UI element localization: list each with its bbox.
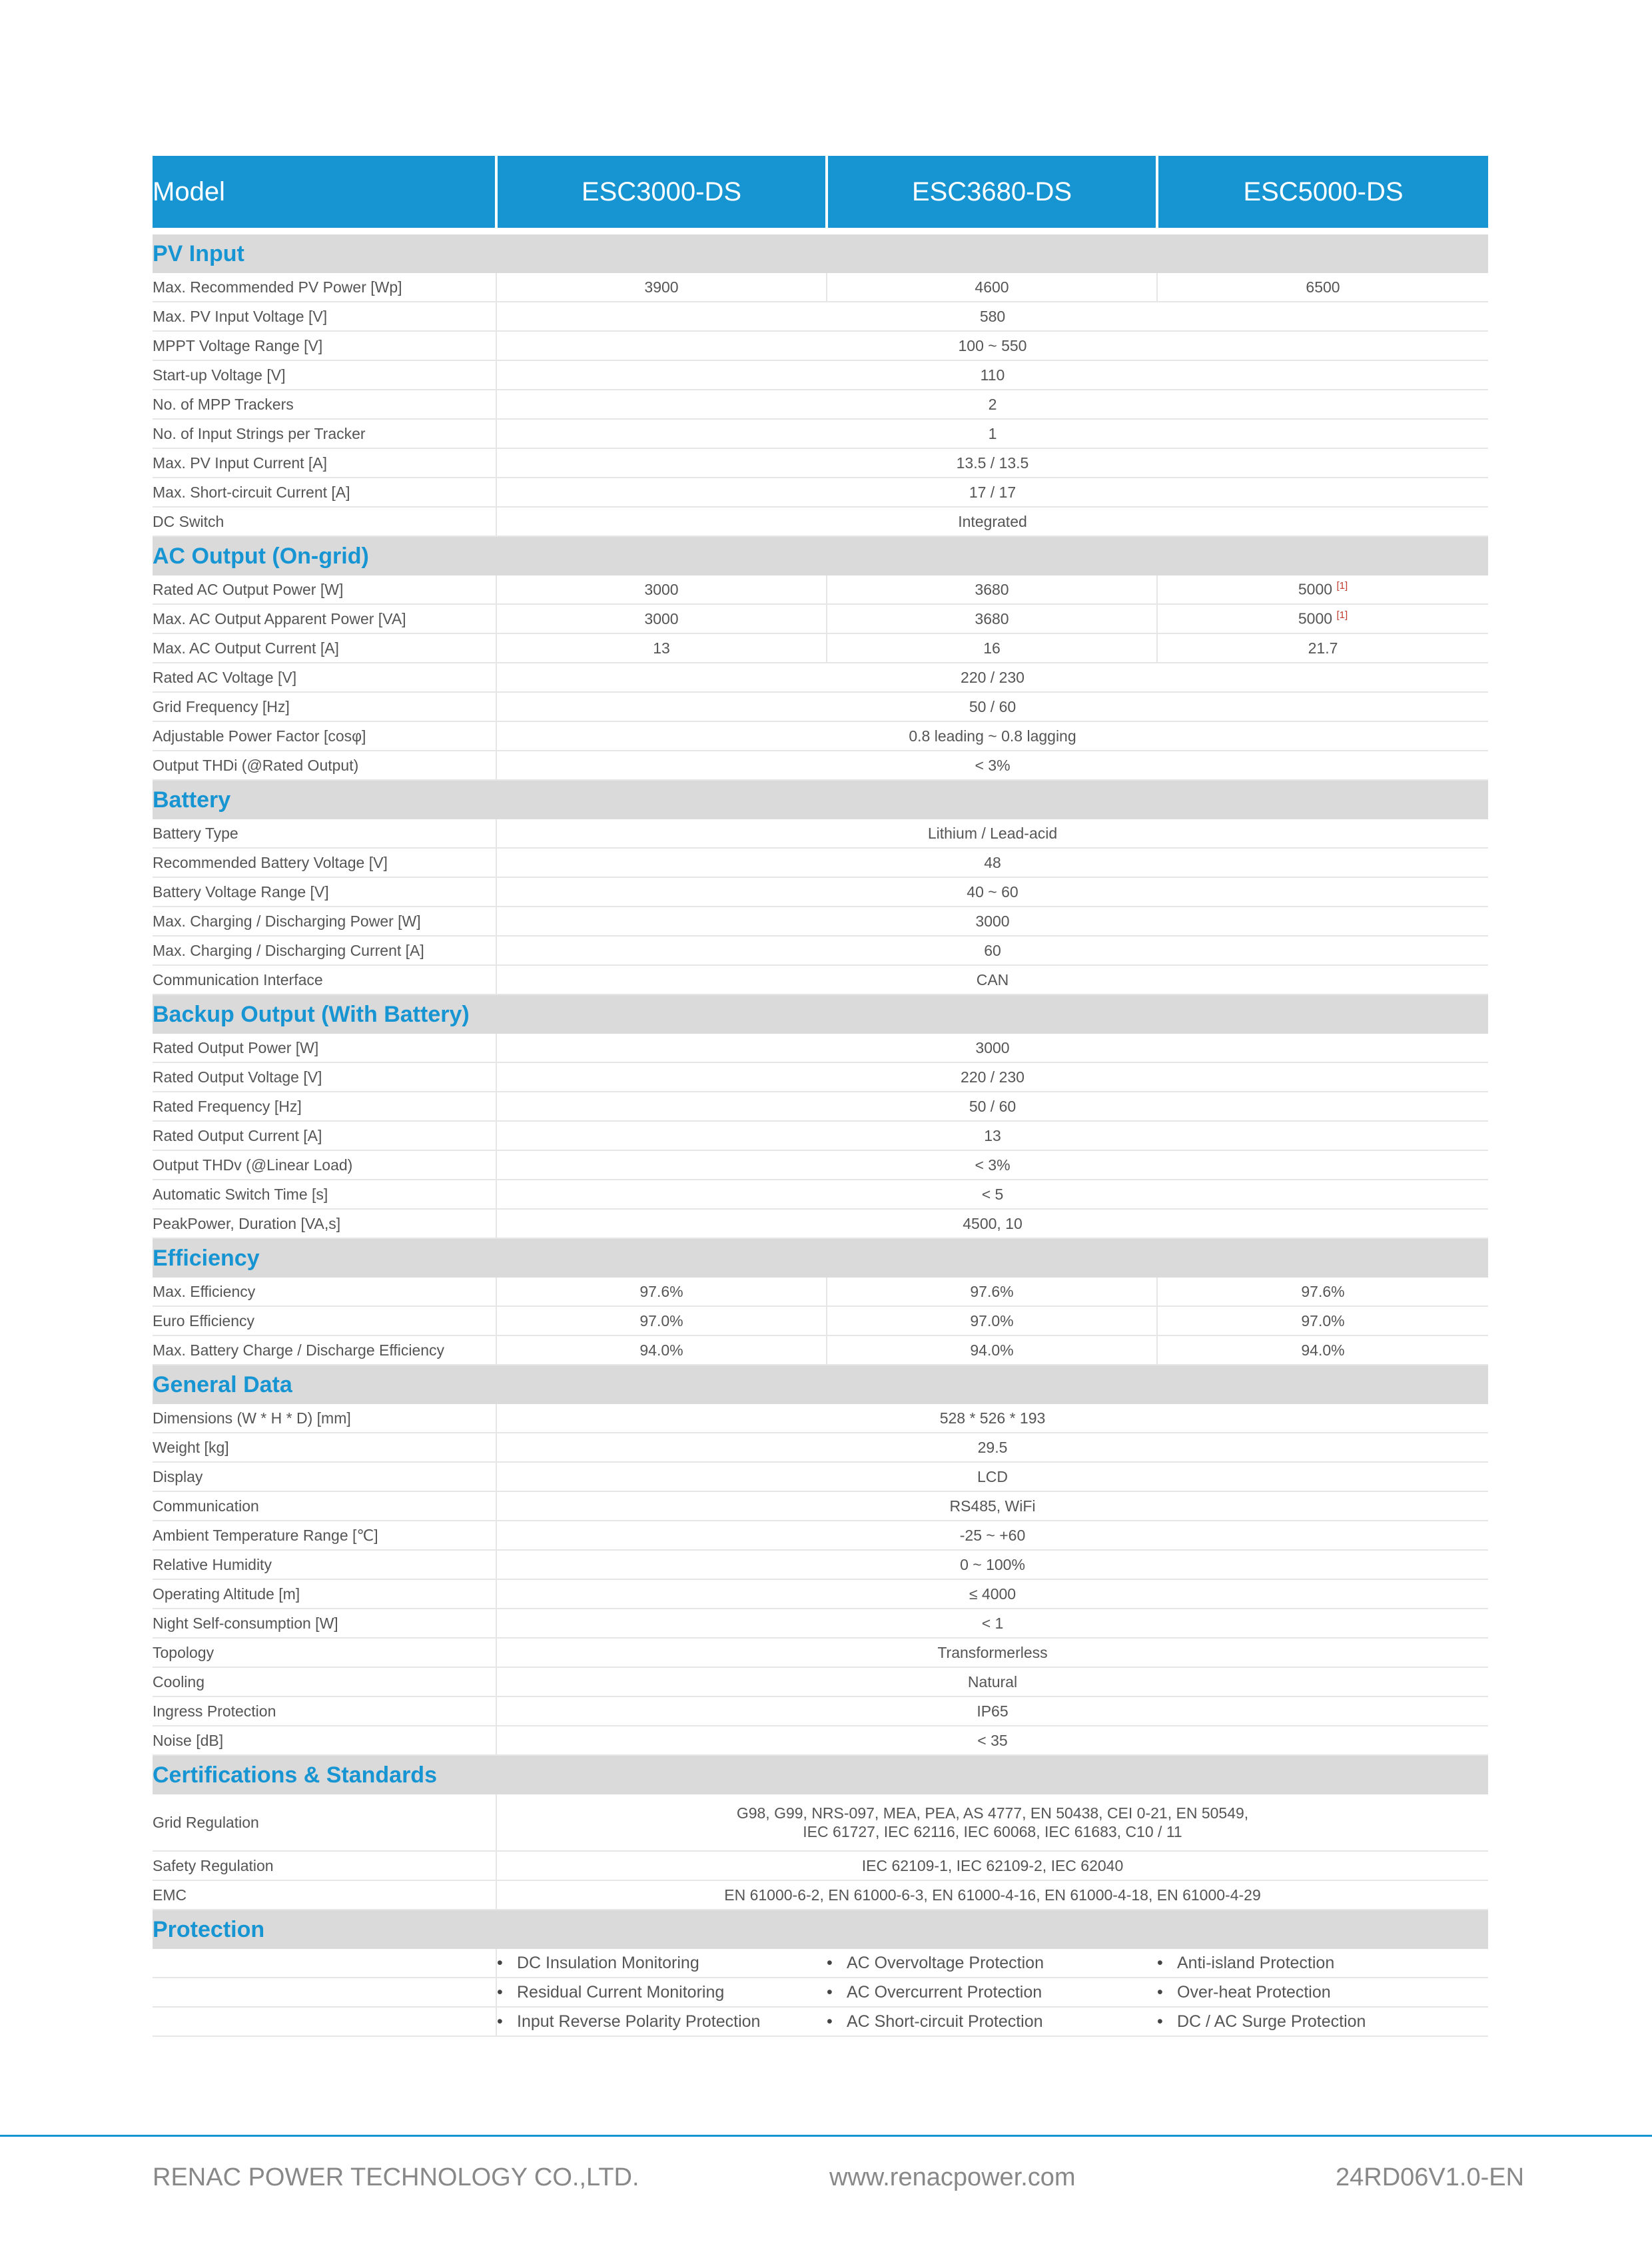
spec-value: RS485, WiFi [496, 1491, 1488, 1521]
spec-row [153, 575, 1488, 604]
spec-label: Grid Frequency [Hz] [153, 692, 496, 721]
spec-value: 13.5 / 13.5 [496, 448, 1488, 478]
spec-row [153, 819, 1488, 848]
spec-value: < 3% [496, 1150, 1488, 1180]
spec-row [153, 1180, 1488, 1209]
spec-label: Max. PV Input Voltage [V] [153, 302, 496, 331]
section-title: Protection [153, 1910, 1488, 1949]
bullet-icon: • [1157, 1953, 1163, 1972]
spec-label: Safety Regulation [153, 1851, 496, 1880]
spec-row [153, 1794, 1488, 1851]
spec-label: Max. Short-circuit Current [A] [153, 478, 496, 507]
spec-value-text: 6500 [1306, 278, 1340, 296]
spec-label: Max. PV Input Current [A] [153, 448, 496, 478]
spec-value: 13 [496, 1121, 1488, 1150]
spec-value: Transformerless [496, 1638, 1488, 1667]
spec-row [153, 273, 1488, 302]
protection-item [496, 1978, 827, 2007]
protection-item-label: Anti-island Protection [1177, 1953, 1335, 1972]
protection-row [153, 1949, 1488, 1978]
spec-value: < 35 [496, 1726, 1488, 1755]
section-header-general-data [153, 1365, 1488, 1404]
spec-row [153, 1433, 1488, 1462]
spec-label: Rated Frequency [Hz] [153, 1092, 496, 1121]
spec-label: Output THDi (@Rated Output) [153, 751, 496, 780]
section-header-pv-input [153, 234, 1488, 273]
spec-value: 580 [496, 302, 1488, 331]
spec-value: 528 * 526 * 193 [496, 1404, 1488, 1433]
spec-value: 220 / 230 [496, 663, 1488, 692]
spec-value [827, 604, 1157, 633]
spec-row [153, 877, 1488, 907]
spec-label: MPPT Voltage Range [V] [153, 331, 496, 360]
spec-value: IEC 62109-1, IEC 62109-2, IEC 62040 [496, 1851, 1488, 1880]
protection-item [1157, 1949, 1488, 1978]
bullet-icon: • [497, 1953, 503, 1972]
spec-table [153, 156, 1488, 2037]
spec-value-text: 5000 [1298, 609, 1333, 627]
spec-value [827, 1278, 1157, 1306]
spec-value: 50 / 60 [496, 1092, 1488, 1121]
spec-label: Rated Output Power [W] [153, 1034, 496, 1062]
spec-row [153, 478, 1488, 507]
spec-value: 2 [496, 390, 1488, 419]
spec-value: 29.5 [496, 1433, 1488, 1462]
footer-website: www.renacpower.com [829, 2163, 1076, 2191]
spec-row [153, 1209, 1488, 1238]
spec-label: Euro Efficiency [153, 1306, 496, 1335]
spec-value [496, 1335, 827, 1365]
spec-label: Cooling [153, 1667, 496, 1696]
spec-row [153, 1404, 1488, 1433]
section-title: General Data [153, 1365, 1488, 1404]
spec-row [153, 965, 1488, 994]
spec-label: Max. AC Output Apparent Power [VA] [153, 604, 496, 633]
spec-value: Natural [496, 1667, 1488, 1696]
section-title: PV Input [153, 234, 1488, 273]
model-name: ESC3680-DS [827, 156, 1157, 228]
bullet-icon: • [827, 1982, 833, 2002]
spec-label: Operating Altitude [m] [153, 1579, 496, 1609]
bullet-icon: • [1157, 2012, 1163, 2031]
spec-row [153, 302, 1488, 331]
spec-value [827, 633, 1157, 663]
spec-value-line: IEC 61727, IEC 62116, IEC 60068, IEC 61683, C10 / 11 [803, 1823, 1182, 1840]
spec-label: Ingress Protection [153, 1696, 496, 1726]
model-header-row [153, 156, 1488, 228]
spec-row [153, 1521, 1488, 1550]
spec-value [496, 604, 827, 633]
section-header-certifications [153, 1755, 1488, 1794]
spec-value: 50 / 60 [496, 692, 1488, 721]
spec-value-text: 5000 [1298, 580, 1333, 598]
spec-row [153, 1550, 1488, 1579]
spec-value: 17 / 17 [496, 478, 1488, 507]
protection-item-label: Input Reverse Polarity Protection [517, 2012, 761, 2031]
spec-value-text: 4600 [975, 278, 1009, 296]
spec-value-text: 94.0% [639, 1341, 683, 1359]
spec-label: Max. Charging / Discharging Current [A] [153, 936, 496, 965]
spec-value [827, 273, 1157, 302]
spec-value [1157, 1335, 1488, 1365]
spec-value-text: 97.6% [639, 1282, 683, 1300]
spec-label: Noise [dB] [153, 1726, 496, 1755]
spec-value: < 5 [496, 1180, 1488, 1209]
spec-value-text: 97.6% [1301, 1282, 1345, 1300]
spec-value [1157, 604, 1488, 633]
spec-value-text: 97.0% [1301, 1311, 1345, 1329]
spec-value: Integrated [496, 507, 1488, 536]
spec-row [153, 1062, 1488, 1092]
spec-value: ≤ 4000 [496, 1579, 1488, 1609]
protection-item [827, 1949, 1157, 1978]
spec-label: Battery Voltage Range [V] [153, 877, 496, 907]
spec-value: 0 ~ 100% [496, 1550, 1488, 1579]
footer-company: RENAC POWER TECHNOLOGY CO.,LTD. [153, 2163, 639, 2191]
spec-label: Battery Type [153, 819, 496, 848]
spec-label: Dimensions (W * H * D) [mm] [153, 1404, 496, 1433]
spec-row [153, 1278, 1488, 1306]
spec-row [153, 1851, 1488, 1880]
spec-value [827, 575, 1157, 604]
protection-item-label: DC Insulation Monitoring [517, 1953, 699, 1972]
spec-label: Automatic Switch Time [s] [153, 1180, 496, 1209]
bullet-icon: • [827, 1953, 833, 1972]
spec-value: 110 [496, 360, 1488, 390]
spec-value-text: 97.0% [970, 1311, 1014, 1329]
spec-label: Rated Output Current [A] [153, 1121, 496, 1150]
spec-label: Weight [kg] [153, 1433, 496, 1462]
spec-value [1157, 273, 1488, 302]
protection-item [496, 1949, 827, 1978]
spec-value: 3000 [496, 907, 1488, 936]
spec-value: -25 ~ +60 [496, 1521, 1488, 1550]
spec-row [153, 907, 1488, 936]
section-header-backup-output [153, 994, 1488, 1034]
spec-value: 4500, 10 [496, 1209, 1488, 1238]
spec-value [496, 1278, 827, 1306]
spec-value: 3000 [496, 1034, 1488, 1062]
protection-item [1157, 2007, 1488, 2036]
spec-value: EN 61000-6-2, EN 61000-6-3, EN 61000-4-16, EN 61000-4-18, EN 61000-4-29 [496, 1880, 1488, 1910]
spec-row [153, 604, 1488, 633]
spec-row [153, 1696, 1488, 1726]
spec-row [153, 1638, 1488, 1667]
bullet-icon: • [497, 1982, 503, 2002]
model-label: Model [153, 156, 496, 228]
spec-value: 220 / 230 [496, 1062, 1488, 1092]
spec-label: Max. Battery Charge / Discharge Efficiency [153, 1335, 496, 1365]
section-title: Battery [153, 780, 1488, 819]
section-header-protection [153, 1910, 1488, 1949]
spec-row [153, 1150, 1488, 1180]
model-name: ESC3000-DS [496, 156, 827, 228]
protection-item-label: AC Short-circuit Protection [847, 2012, 1043, 2031]
spec-label: Rated AC Output Power [W] [153, 575, 496, 604]
spec-row [153, 1491, 1488, 1521]
spec-row [153, 1335, 1488, 1365]
spec-value [1157, 1306, 1488, 1335]
spec-row [153, 419, 1488, 448]
protection-label-cell [153, 2007, 496, 2036]
spec-value: 48 [496, 848, 1488, 877]
spec-value [827, 1335, 1157, 1365]
spec-row [153, 390, 1488, 419]
spec-row [153, 1092, 1488, 1121]
protection-row [153, 1978, 1488, 2007]
spec-value-text: 3680 [975, 580, 1009, 598]
spec-value [496, 575, 827, 604]
spec-value-text: 13 [653, 639, 670, 657]
protection-label-cell [153, 1978, 496, 2007]
spec-label: No. of MPP Trackers [153, 390, 496, 419]
spec-value [496, 1794, 1488, 1851]
protection-item [827, 1978, 1157, 2007]
footer-divider [0, 2135, 1652, 2137]
spec-label: Grid Regulation [153, 1794, 496, 1851]
bullet-icon: • [497, 2012, 503, 2031]
section-header-battery [153, 780, 1488, 819]
spec-row [153, 663, 1488, 692]
spec-row [153, 721, 1488, 751]
spec-row [153, 1726, 1488, 1755]
spec-row [153, 848, 1488, 877]
spec-value-text: 3000 [644, 580, 679, 598]
spec-value: < 3% [496, 751, 1488, 780]
spec-value [827, 1306, 1157, 1335]
spec-row [153, 331, 1488, 360]
protection-item [1157, 1978, 1488, 2007]
protection-row [153, 2007, 1488, 2036]
protection-item [827, 2007, 1157, 2036]
spec-value [1157, 633, 1488, 663]
spec-value-text: 21.7 [1308, 639, 1338, 657]
spec-label: Night Self-consumption [W] [153, 1609, 496, 1638]
spec-value [1157, 1278, 1488, 1306]
section-title: Efficiency [153, 1238, 1488, 1278]
bullet-icon: • [827, 2012, 833, 2031]
spec-value-text: 97.6% [970, 1282, 1014, 1300]
spec-value: 0.8 leading ~ 0.8 lagging [496, 721, 1488, 751]
protection-item-label: Over-heat Protection [1177, 1982, 1331, 2002]
spec-value: 1 [496, 419, 1488, 448]
spec-value: LCD [496, 1462, 1488, 1491]
spec-label: DC Switch [153, 507, 496, 536]
spec-value: 40 ~ 60 [496, 877, 1488, 907]
spec-value [1157, 575, 1488, 604]
section-title: AC Output (On-grid) [153, 536, 1488, 575]
spec-label: Rated AC Voltage [V] [153, 663, 496, 692]
spec-label: PeakPower, Duration [VA,s] [153, 1209, 496, 1238]
spec-label: Display [153, 1462, 496, 1491]
spec-value-text: 94.0% [970, 1341, 1014, 1359]
spec-row [153, 751, 1488, 780]
protection-item-label: AC Overvoltage Protection [847, 1953, 1044, 1972]
spec-label: Topology [153, 1638, 496, 1667]
spec-row [153, 633, 1488, 663]
spec-value-text: 3900 [644, 278, 679, 296]
spec-label: Max. Efficiency [153, 1278, 496, 1306]
spec-label: No. of Input Strings per Tracker [153, 419, 496, 448]
spec-row [153, 1579, 1488, 1609]
footnote-marker: [1] [1336, 609, 1348, 621]
protection-item-label: DC / AC Surge Protection [1177, 2012, 1366, 2031]
spec-row [153, 448, 1488, 478]
spec-label: Communication [153, 1491, 496, 1521]
spec-value: Lithium / Lead-acid [496, 819, 1488, 848]
spec-label: Relative Humidity [153, 1550, 496, 1579]
spec-row [153, 1306, 1488, 1335]
spec-label: Adjustable Power Factor [cosφ] [153, 721, 496, 751]
spec-value: 100 ~ 550 [496, 331, 1488, 360]
section-title: Backup Output (With Battery) [153, 994, 1488, 1034]
spec-row [153, 507, 1488, 536]
spec-row [153, 360, 1488, 390]
spec-value [496, 273, 827, 302]
spec-label: Max. Recommended PV Power [Wp] [153, 273, 496, 302]
spec-row [153, 1880, 1488, 1910]
bullet-icon: • [1157, 1982, 1163, 2002]
spec-label: Max. AC Output Current [A] [153, 633, 496, 663]
spec-row [153, 1609, 1488, 1638]
spec-row [153, 1121, 1488, 1150]
spec-row [153, 936, 1488, 965]
spec-value: CAN [496, 965, 1488, 994]
section-title: Certifications & Standards [153, 1755, 1488, 1794]
section-header-efficiency [153, 1238, 1488, 1278]
spec-value [496, 633, 827, 663]
spec-label: Ambient Temperature Range [℃] [153, 1521, 496, 1550]
protection-label-cell [153, 1949, 496, 1978]
spec-row [153, 1667, 1488, 1696]
spec-row [153, 692, 1488, 721]
protection-item-label: Residual Current Monitoring [517, 1982, 725, 2002]
spec-label: EMC [153, 1880, 496, 1910]
footer-doc-code: 24RD06V1.0-EN [1336, 2163, 1525, 2191]
spec-label: Max. Charging / Discharging Power [W] [153, 907, 496, 936]
spec-value: 60 [496, 936, 1488, 965]
spec-label: Start-up Voltage [V] [153, 360, 496, 390]
protection-item-label: AC Overcurrent Protection [847, 1982, 1042, 2002]
spec-value [496, 1306, 827, 1335]
model-name: ESC5000-DS [1157, 156, 1488, 228]
spec-value: IP65 [496, 1696, 1488, 1726]
spec-label: Output THDv (@Linear Load) [153, 1150, 496, 1180]
spec-value-text: 94.0% [1301, 1341, 1345, 1359]
spec-value-line: G98, G99, NRS-097, MEA, PEA, AS 4777, EN 50438, CEI 0-21, EN 50549, [736, 1804, 1249, 1822]
spec-value-text: 3680 [975, 609, 1009, 627]
spec-value-text: 97.0% [639, 1311, 683, 1329]
spec-body [153, 234, 1488, 2036]
section-header-ac-output [153, 536, 1488, 575]
spec-label: Communication Interface [153, 965, 496, 994]
spec-row [153, 1462, 1488, 1491]
spec-value-text: 3000 [644, 609, 679, 627]
protection-item [496, 2007, 827, 2036]
footnote-marker: [1] [1336, 580, 1348, 592]
spec-value: < 1 [496, 1609, 1488, 1638]
spec-row [153, 1034, 1488, 1062]
spec-label: Rated Output Voltage [V] [153, 1062, 496, 1092]
spec-label: Recommended Battery Voltage [V] [153, 848, 496, 877]
spec-value-text: 16 [983, 639, 1001, 657]
